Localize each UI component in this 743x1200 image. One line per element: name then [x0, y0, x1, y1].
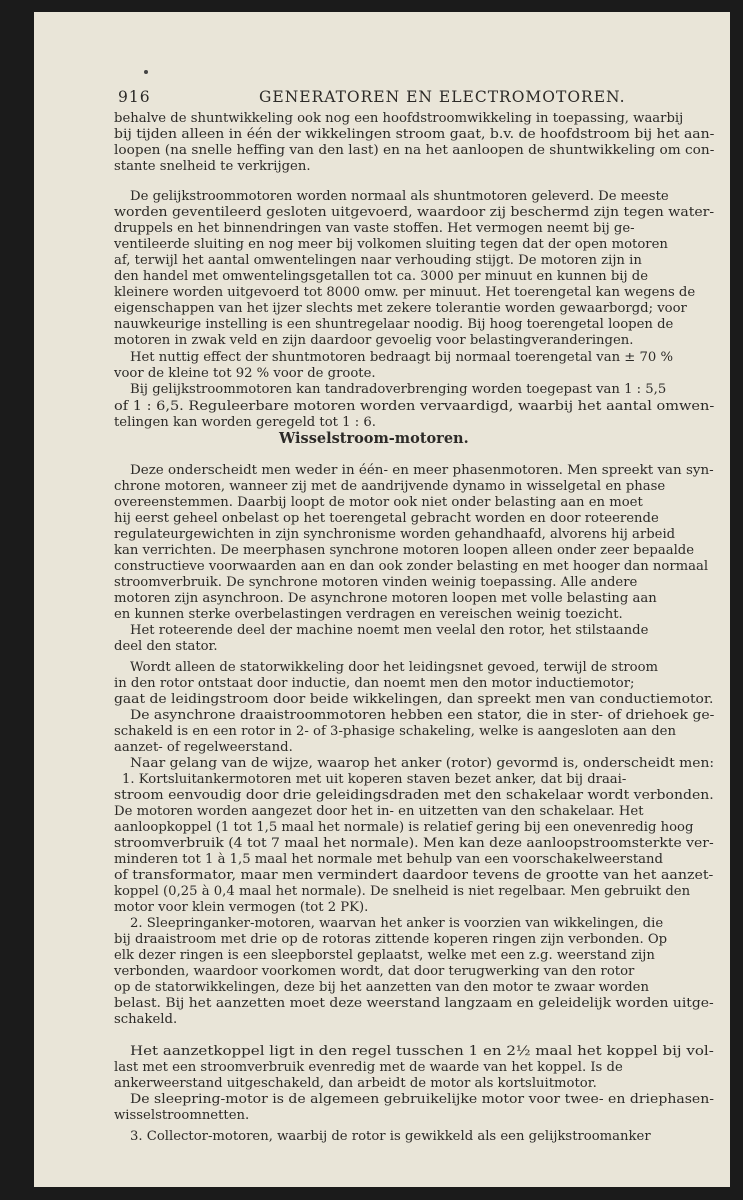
- text-line: motoren in zwak veld en zijn daardoor gevoelig voor belastingveranderingen.: [114, 333, 634, 348]
- text-line: elk dezer ringen is een sleepborstel geplaatst, welke met een z.g. weerstand zijn: [114, 948, 655, 963]
- text-line: minderen tot 1 à 1,5 maal het normale met behulp van een voorschakelweerstand: [114, 852, 663, 867]
- text-line: regulateurgewichten in zijn synchronisme worden gehandhaafd, alvorens hij arbeid: [114, 527, 676, 542]
- text-line: overeenstemmen. Daarbij loopt de motor ook niet onder belasting aan en moet: [114, 495, 643, 510]
- text-line: last met een stroomverbruik evenredig met de waarde van het koppel. Is de: [114, 1060, 623, 1075]
- text-line: gaat de leidingstroom door beide wikkelingen, dan spreekt men van conductiemotor.: [114, 692, 714, 707]
- text-line: De sleepring-motor is de algemeen gebruikelijke motor voor twee- en driephasen-: [130, 1092, 715, 1107]
- text-line: of transformator, maar men vermindert daardoor tevens de grootte van het aanzet-: [114, 868, 714, 883]
- text-line: op de statorwikkelingen, deze bij het aanzetten van den motor te zwaar worden: [114, 980, 649, 995]
- text-line: ankerweerstand uitgeschakeld, dan arbeidt de motor als kortsluitmotor.: [114, 1076, 597, 1091]
- text-line: De gelijkstroommotoren worden normaal als shuntmotoren geleverd. De meeste: [130, 189, 669, 204]
- text-line: chrone motoren, wanneer zij met de aandrijvende dynamo in wisselgetal en phase: [114, 479, 666, 494]
- text-line: deel den stator.: [114, 639, 218, 654]
- text-line: 2. Sleepringanker-motoren, waarvan het anker is voorzien van wikkelingen, die: [130, 916, 664, 931]
- text-line: Naar gelang van de wijze, waarop het anker (rotor) gevormd is, onderscheidt men:: [130, 756, 715, 771]
- text-line: en kunnen sterke overbelastingen verdragen en vereischen weinig toezicht.: [114, 607, 623, 622]
- text-line: 1. Kortsluitankermotoren met uit koperen staven bezet anker, dat bij draai-: [122, 772, 627, 787]
- text-line: bij tijden alleen in één der wikkelingen stroom gaat, b.v. de hoofdstroom bij het aan-: [114, 127, 715, 142]
- specks: [144, 70, 148, 74]
- page-number: 916: [118, 88, 151, 106]
- text-line: Bij gelijkstroommotoren kan tandradoverbrenging worden toegepast van 1 : 5,5: [130, 382, 667, 397]
- text-line: koppel (0,25 à 0,4 maal het normale). De snelheid is niet regelbaar. Men gebruikt den: [114, 884, 691, 899]
- text-line: af, terwijl het aantal omwentelingen naar verhouding stijgt. De motoren zijn in: [114, 253, 642, 268]
- text-line: druppels en het binnendringen van vaste stoffen. Het vermogen neemt bij ge-: [114, 221, 635, 236]
- running-title: GENERATOREN EN ELECTROMOTOREN.: [259, 88, 626, 106]
- text-line: loopen (na snelle heffing van den last) en na het aanloopen de shuntwikkeling om con-: [114, 143, 715, 158]
- text-line: behalve de shuntwikkeling ook nog een hoofdstroomwikkeling in toepassing, waarbij: [114, 111, 684, 126]
- text-line: kleinere worden uitgevoerd tot 8000 omw. per minuut. Het toerengetal kan wegens de: [114, 285, 696, 300]
- text-line: Het nuttig effect der shuntmotoren bedraagt bij normaal toerengetal van ± 70 %: [130, 350, 674, 365]
- text-line: Het aanzetkoppel ligt in den regel tusschen 1 en 2½ maal het koppel bij vol-: [130, 1044, 714, 1059]
- text-line: Deze onderscheidt men weder in één- en meer phasenmotoren. Men spreekt van syn-: [130, 463, 714, 478]
- text-line: verbonden, waardoor voorkomen wordt, dat door terugwerking van den rotor: [114, 964, 635, 979]
- text-line: aanzet- of regelweerstand.: [114, 740, 293, 755]
- text-line: eigenschappen van het ijzer slechts met zekere tolerantie worden gewaarborgd; voor: [114, 301, 687, 316]
- text-line: aanloopkoppel (1 tot 1,5 maal het normale) is relatief gering bij een onevenredig hoog: [114, 820, 694, 835]
- text-line: wisselstroomnetten.: [114, 1108, 250, 1123]
- text-line: in den rotor ontstaat door inductie, dan noemt men den motor inductiemotor;: [114, 676, 635, 691]
- text-line: De asynchrone draaistroommotoren hebben een stator, die in ster- of driehoek ge-: [130, 708, 715, 723]
- text-line: Het roteerende deel der machine noemt men veelal den rotor, het stilstaande: [130, 623, 649, 638]
- text-line: kan verrichten. De meerphasen synchrone motoren loopen alleen onder zeer bepaalde: [114, 543, 695, 558]
- text-line: constructieve voorwaarden aan en dan ook zonder belasting en met hooger dan normaal: [114, 559, 709, 574]
- text-line: De motoren worden aangezet door het in- en uitzetten van den schakelaar. Het: [114, 804, 644, 819]
- text-line: nauwkeurige instelling is een shuntregelaar noodig. Bij hoog toerengetal loopen de: [114, 317, 674, 332]
- section-heading: Wisselstroom-motoren.: [279, 430, 469, 447]
- text-line: stroomverbruik. De synchrone motoren vinden weinig toepassing. Alle andere: [114, 575, 638, 590]
- text-line: schakeld.: [114, 1012, 178, 1027]
- text-line: stroom eenvoudig door drie geleidingsdraden met den schakelaar wordt verbonden.: [114, 788, 714, 803]
- text-line: Wordt alleen de statorwikkeling door het leidingsnet gevoed, terwijl de stroom: [130, 660, 659, 675]
- text-line: hij eerst geheel onbelast op het toerengetal gebracht worden en door roteerende: [114, 511, 659, 526]
- text-line: motor voor klein vermogen (tot 2 PK).: [114, 900, 369, 915]
- text-line: bij draaistroom met drie op de rotoras zittende koperen ringen zijn verbonden. Op: [114, 932, 668, 947]
- text-line: of 1 : 6,5. Reguleerbare motoren worden vervaardigd, waarbij het aantal omwen-: [114, 399, 715, 414]
- text-line: 3. Collector-motoren, waarbij de rotor is gewikkeld als een gelijkstroomanker: [130, 1129, 651, 1144]
- text-line: den handel met omwentelingsgetallen tot ca. 3000 per minuut en kunnen bij de: [114, 269, 649, 284]
- text-line: belast. Bij het aanzetten moet deze weerstand langzaam en geleidelijk worden uitge-: [114, 996, 714, 1011]
- text-line: schakeld is en een rotor in 2- of 3-phasige schakeling, welke is aangesloten aan den: [114, 724, 676, 739]
- text-line: motoren zijn asynchroon. De asynchrone motoren loopen met volle belasting aan: [114, 591, 657, 606]
- book-page: [34, 12, 730, 1187]
- text-line: telingen kan worden geregeld tot 1 : 6.: [114, 415, 376, 430]
- text-line: voor de kleine tot 92 % voor de groote.: [114, 366, 376, 381]
- text-line: stante snelheid te verkrijgen.: [114, 159, 311, 174]
- text-line: worden geventileerd gesloten uitgevoerd, waardoor zij beschermd zijn tegen water-: [114, 205, 715, 220]
- text-line: stroomverbruik (4 tot 7 maal het normale). Men kan deze aanloopstroomsterkte ver-: [114, 836, 714, 851]
- text-line: ventileerde sluiting en nog meer bij volkomen sluiting tegen dat der open motoren: [114, 237, 668, 252]
